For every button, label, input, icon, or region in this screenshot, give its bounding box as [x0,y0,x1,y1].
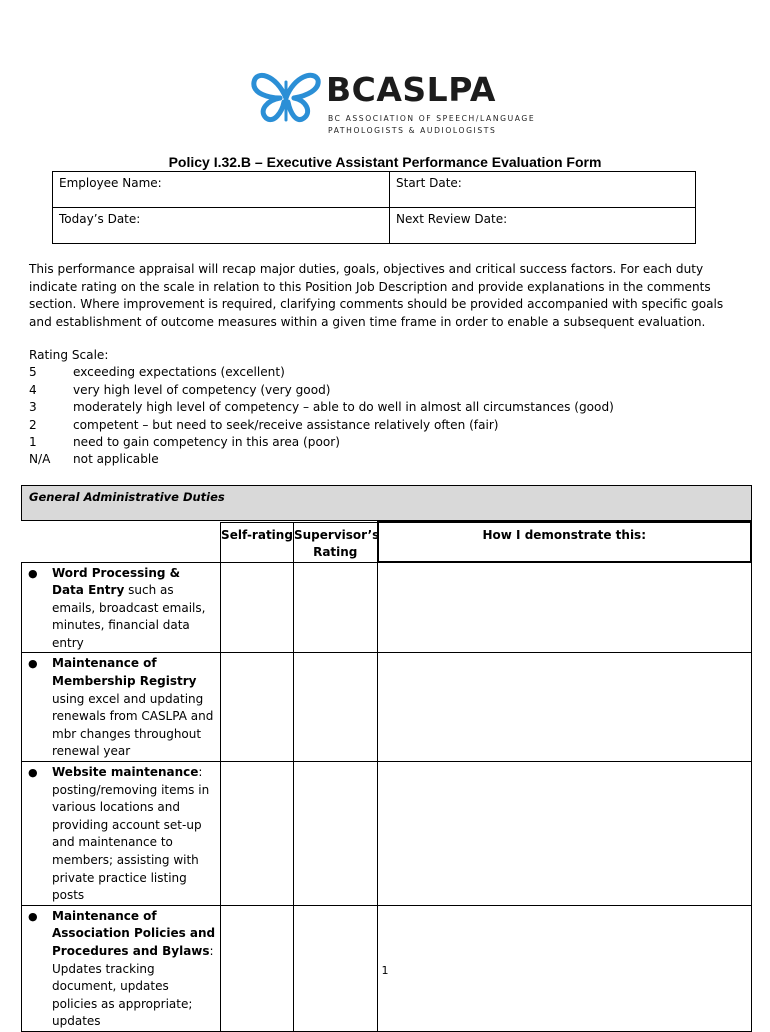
comments-cell[interactable] [378,762,752,906]
rating-num: 3 [29,400,37,415]
bcaslpa-logo [250,66,540,140]
rating-text: not applicable [73,452,159,467]
intro-paragraph: This performance appraisal will recap major duties, goals, objectives and critical success factors. For each duty indicate rating on the scale in relation to this Position Job Description and provide explanations in the comments section. Where improvement is required, clarifying comments should be provided accompanied with specific goals and establishment of outcome measures within a given time frame in order to enable a subsequent evaluation. [29,262,724,329]
supervisor-rating-cell[interactable] [294,653,378,762]
rating-row [29,434,614,451]
duty-description: : posting/removing items in various locations and providing account set-up and maintenance to members; assisting with private practice listing posts [52,765,210,903]
rating-row [29,399,614,416]
duty-title: Maintenance of Membership Registry [52,656,197,689]
duty-cell [22,653,221,762]
rating-num: 4 [29,382,37,397]
self-rating-cell[interactable] [221,562,294,653]
comments-cell[interactable] [378,562,752,653]
butterfly-icon [250,68,322,126]
bullet-icon: ● [28,657,38,671]
duty-description: using excel and updating renewals from CASLPA and mbr changes throughout renewal year [52,691,214,759]
bullet-icon: ● [28,909,38,923]
rating-row [29,364,614,381]
rating-num: 5 [29,365,37,380]
rating-text: exceeding expectations (excellent) [73,365,285,380]
self-rating-header: Self-rating [221,522,294,562]
rating-row [29,451,614,468]
how-demonstrate-header: How I demonstrate this: [378,522,752,562]
supervisor-rating-cell[interactable] [294,562,378,653]
rating-text: need to gain competency in this area (poor) [73,435,340,450]
rating-text: very high level of competency (very good) [73,382,331,397]
duty-cell [22,562,221,653]
rating-num: 2 [29,417,37,432]
duties-section [21,485,752,1032]
duty-description: : Updates tracking document, updates policies as appropriate; updates [52,943,214,1029]
rating-scale-heading: Rating Scale: [29,348,109,362]
form-title: Policy I.32.B – Executive Assistant Performance Evaluation Form [168,154,602,170]
logo-name: BCASLPA [326,70,496,109]
rating-num: 1 [29,435,37,450]
rating-num: N/A [29,452,51,467]
bullet-icon: ● [28,766,38,780]
logo-subtitle-line2: PATHOLOGISTS & AUDIOLOGISTS [328,126,497,135]
duty-title: Website maintenance [52,765,199,780]
duty-title: Word Processing & Data Entry [52,565,181,598]
next-review-date-field[interactable] [390,208,696,244]
rating-text: competent – but need to seek/receive assistance relatively often (fair) [73,417,499,432]
rating-row [29,417,614,434]
duty-title: Maintenance of Association Policies and Procedures and Bylaws [52,908,216,958]
employee-name-field[interactable] [53,172,390,208]
self-rating-cell[interactable] [221,762,294,906]
employee-name-label: Employee Name: [59,176,162,190]
duties-section-heading: General Administrative Duties [21,485,752,521]
duty-cell [22,762,221,906]
employee-info-table [52,171,696,244]
self-rating-cell[interactable] [221,653,294,762]
next-review-date-label: Next Review Date: [396,212,508,226]
supervisor-rating-header: Supervisor’s Rating [294,522,378,562]
duties-table [21,521,752,1032]
start-date-field[interactable] [390,172,696,208]
rating-text: moderately high level of competency – able to do well in almost all circumstances (good) [73,400,614,415]
start-date-label: Start Date: [396,176,462,190]
comments-cell[interactable] [378,653,752,762]
logo-subtitle-line1: BC ASSOCIATION OF SPEECH/LANGUAGE [328,114,536,123]
page-number: 1 [381,964,389,977]
supervisor-rating-cell[interactable] [294,762,378,906]
todays-date-label: Today’s Date: [59,212,141,226]
rating-row [29,382,614,399]
duty-description: such as emails, broadcast emails, minutes, financial data entry [52,583,206,650]
rating-scale [29,347,614,469]
bullet-icon: ● [28,566,38,580]
duty-column-header [22,522,221,562]
todays-date-field[interactable] [53,208,390,244]
